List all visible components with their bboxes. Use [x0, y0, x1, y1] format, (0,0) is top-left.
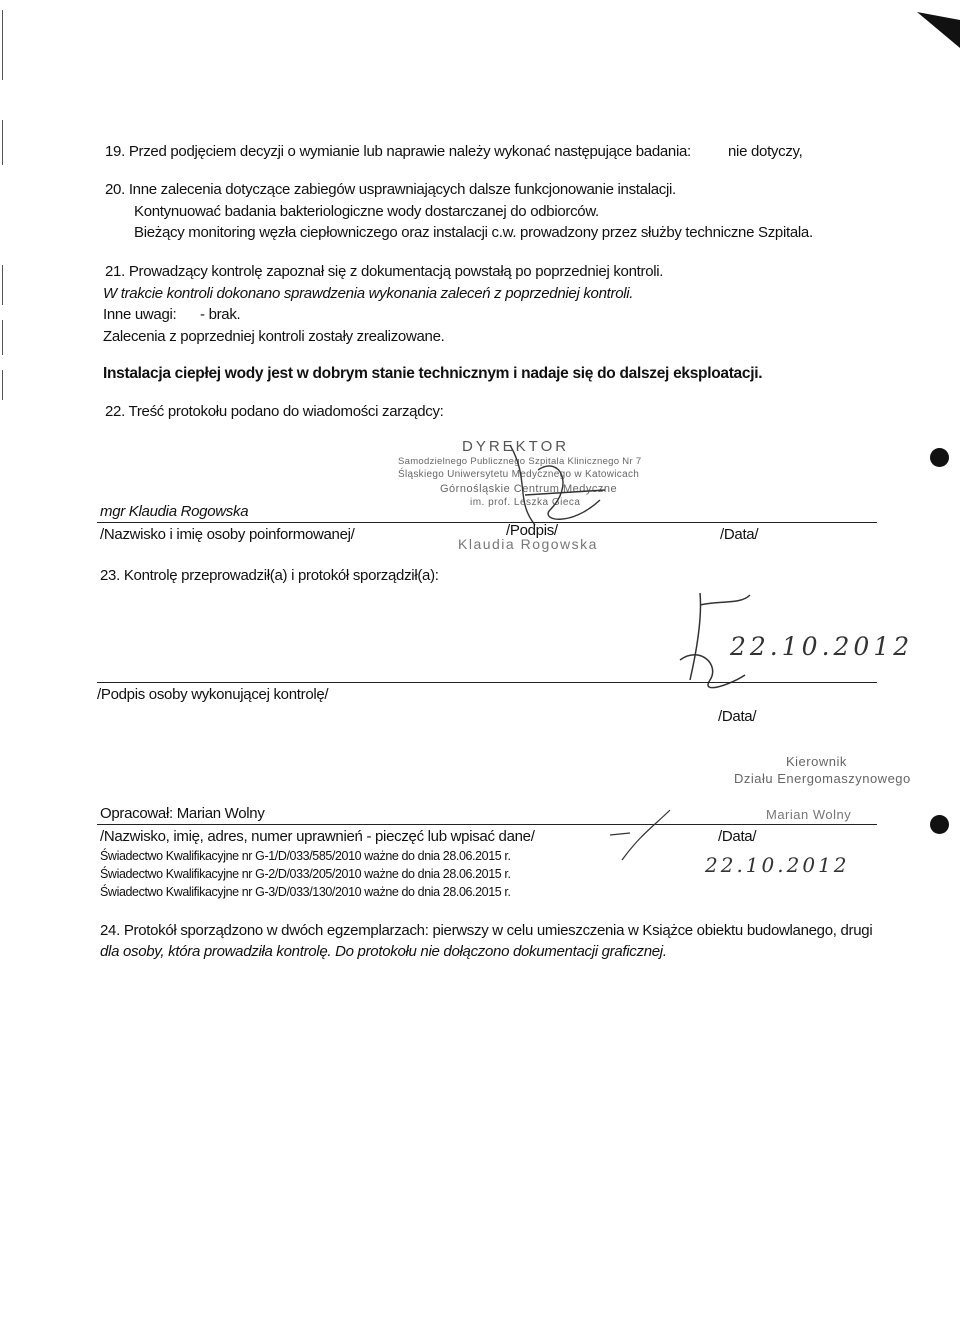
item-21-line-1: 21. Prowadzący kontrolę zapoznał się z dokumentacją powstałą po poprzedniej kontroli. — [105, 263, 664, 280]
item-21-other-value: - brak. — [200, 306, 241, 323]
inspector-sign-label: /Podpis osoby wykonującej kontrolę/ — [97, 686, 329, 703]
director-signature-mark — [490, 440, 620, 530]
item-21-line-2: W trakcie kontroli dokonano sprawdzenia wykonania zaleceń z poprzedniej kontroli. — [103, 285, 634, 302]
scan-edge-mark — [2, 370, 3, 400]
scan-edge-mark — [2, 10, 3, 80]
conclusion-text: Instalacja ciepłej wody jest w dobrym stanie technicznym i nadaje się do dalszej eksploatacji. — [103, 365, 763, 382]
director-stamp-title: DYREKTOR — [462, 438, 570, 455]
certificate-3: Świadectwo Kwalifikacyjne nr G-3/D/033/130/2010 ważne do dnia 28.06.2015 r. — [100, 885, 511, 899]
corner-fold-mark — [905, 0, 960, 50]
department-stamp-line-1: Kierownik — [786, 754, 847, 769]
item-21-other-label: Inne uwagi: — [103, 306, 177, 323]
director-stamp-line-1: Samodzielnego Publicznego Szpitala Klinicznego Nr 7 — [398, 456, 642, 467]
scan-edge-mark — [2, 120, 3, 165]
item-22-text: 22. Treść protokołu podano do wiadomości zarządcy: — [105, 403, 444, 420]
scan-edge-mark — [2, 320, 3, 355]
informed-person-label: /Nazwisko i imię osoby poinformowanej/ — [100, 526, 355, 543]
prepared-by-signature-mark — [600, 805, 680, 865]
item-19-value: nie dotyczy, — [728, 143, 803, 160]
inspector-handwritten-date: 22.10.2012 — [730, 632, 914, 661]
informed-person-name: mgr Klaudia Rogowska — [100, 503, 249, 520]
director-stamp-line-2: Śląskiego Uniwersytetu Medycznego w Katowicach — [398, 469, 640, 480]
scan-edge-mark — [2, 265, 3, 305]
informed-person-sign-label: /Podpis/ — [506, 522, 558, 539]
certificate-1: Świadectwo Kwalifikacyjne nr G-1/D/033/585/2010 ważne do dnia 28.06.2015 r. — [100, 849, 511, 863]
item-20-line-1: Kontynuować badania bakteriologiczne wody dostarczanej do odbiorców. — [134, 203, 599, 220]
punch-hole-dot — [930, 815, 949, 834]
item-24-line-1: 24. Protokół sporządzono w dwóch egzemplarzach: pierwszy w celu umieszczenia w Książce obiektu budowlanego, drugi — [100, 922, 873, 939]
prepared-by-date-label: /Data/ — [718, 828, 757, 845]
item-19-text: 19. Przed podjęciem decyzji o wymianie lub naprawie należy wykonać następujące badania: — [105, 143, 691, 160]
director-stamp-line-3: Górnośląskie Centrum Medyczne — [440, 483, 618, 495]
director-stamp-line-4: im. prof. Leszka Gieca — [470, 497, 581, 508]
informed-person-date-label: /Data/ — [720, 526, 759, 543]
inspector-date-label: /Data/ — [718, 708, 757, 725]
punch-hole-dot — [930, 448, 949, 467]
department-stamp-line-2: Działu Energomaszynowego — [734, 771, 911, 786]
prepared-by-label: /Nazwisko, imię, adres, numer uprawnień - pieczęć lub wpisać dane/ — [100, 828, 535, 845]
item-20-heading: 20. Inne zalecenia dotyczące zabiegów usprawniających dalsze funkcjonowanie instalacji. — [105, 181, 676, 198]
certificate-2: Świadectwo Kwalifikacyjne nr G-2/D/033/205/2010 ważne do dnia 28.06.2015 r. — [100, 867, 511, 881]
informed-person-rule — [97, 522, 877, 523]
prepared-by-rule — [97, 824, 877, 825]
department-stamp-name: Marian Wolny — [766, 807, 852, 822]
item-21-line-4: Zalecenia z poprzedniej kontroli zostały zrealizowane. — [103, 328, 445, 345]
inspector-sign-rule — [97, 682, 877, 683]
prepared-by-handwritten-date: 22.10.2012 — [705, 853, 850, 877]
item-23-text: 23. Kontrolę przeprowadził(a) i protokół sporządził(a): — [100, 567, 439, 584]
director-stamp-name: Klaudia Rogowska — [458, 536, 598, 552]
item-24-line-2: dla osoby, która prowadziła kontrolę. Do protokołu nie dołączono dokumentacji graficznej. — [100, 943, 667, 960]
item-20-line-2: Bieżący monitoring węzła ciepłowniczego oraz instalacji c.w. prowadzony przez służby techniczne Szpitala. — [134, 224, 813, 241]
prepared-by-text: Opracował: Marian Wolny — [100, 805, 265, 822]
